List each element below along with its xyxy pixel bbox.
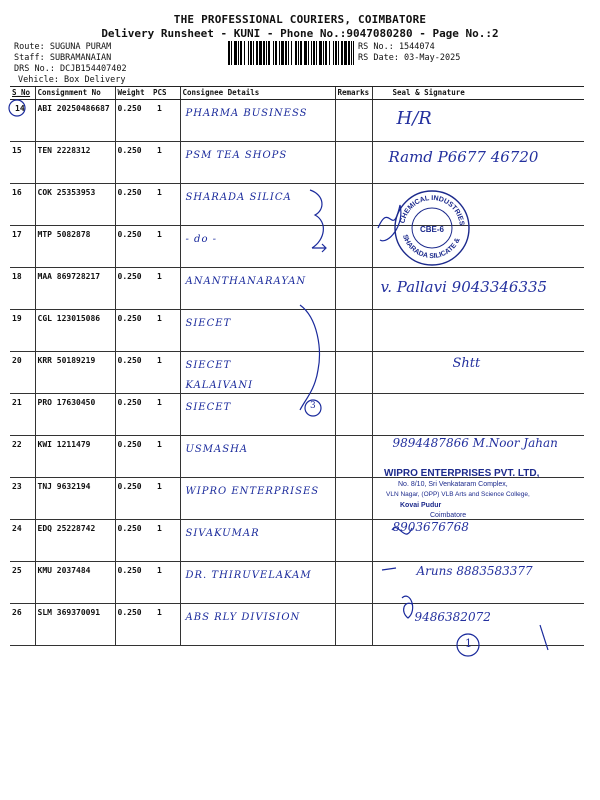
row-remarks — [335, 142, 372, 184]
barcode-bar — [298, 41, 299, 65]
row-weight: 0.250 — [115, 226, 151, 268]
row-remarks — [335, 310, 372, 352]
barcode-bar — [240, 41, 242, 65]
row-pcs: 1 — [151, 394, 180, 436]
barcode-bar — [281, 41, 284, 65]
barcode-bar — [259, 41, 262, 65]
table-row — [10, 310, 584, 352]
row-weight: 0.250 — [115, 352, 151, 394]
row-pcs: 1 — [151, 100, 180, 142]
row-signature — [372, 268, 584, 310]
barcode-bar — [313, 41, 315, 65]
row-consignee — [180, 394, 335, 436]
col-sno: S_No — [10, 87, 35, 100]
barcode-bar — [325, 41, 327, 65]
barcode-bar — [348, 41, 350, 65]
consignee-handwriting: PHARMA BUSINESS — [185, 108, 308, 119]
barcode-bar — [248, 41, 249, 65]
company-seal — [392, 188, 472, 268]
row-pcs: 1 — [151, 478, 180, 520]
company-title: THE PROFESSIONAL COURIERS, COIMBATORE — [173, 13, 427, 26]
row-pcs: 1 — [151, 436, 180, 478]
table-row — [10, 268, 584, 310]
barcode-bar — [253, 41, 254, 65]
row-consignment-no: SLM 369370091 — [35, 604, 115, 646]
row-consignee — [180, 478, 335, 520]
route-label: Route: SUGUNA PURAM — [14, 42, 112, 52]
row-remarks — [335, 436, 372, 478]
row-weight: 0.250 — [115, 520, 151, 562]
row-consignment-no: EDQ 25228742 — [35, 520, 115, 562]
table-row — [10, 184, 584, 226]
barcode-bar — [311, 41, 312, 65]
barcode-bar — [351, 41, 352, 65]
barcode-bar — [341, 41, 343, 65]
row-weight: 0.250 — [115, 268, 151, 310]
row-consignee — [180, 184, 335, 226]
col-seal-signature: Seal & Signature — [372, 87, 584, 100]
row-consignment-no: KWI 1211479 — [35, 436, 115, 478]
barcode-bar — [300, 41, 302, 65]
row-consignee — [180, 352, 335, 394]
row-signature — [372, 520, 584, 562]
signature-handwriting: 9486382072 — [414, 610, 491, 624]
stamp-line5: Coimbatore — [430, 512, 467, 519]
runsheet-title: Delivery Runsheet - KUNI - Phone No.:9047080280 - Page No.:2 — [101, 27, 499, 40]
row-sno: 22 — [10, 436, 35, 478]
row-pcs: 1 — [151, 142, 180, 184]
row-weight: 0.250 — [115, 436, 151, 478]
consignee-handwriting: - do - — [185, 234, 218, 245]
barcode-bar — [263, 41, 265, 65]
row-signature — [372, 394, 584, 436]
signature-handwriting: Ramd P6677 46720 — [388, 148, 539, 166]
barcode-bar — [344, 41, 347, 65]
barcode-bar — [335, 41, 337, 65]
circled-number-3: 3 — [310, 401, 316, 411]
barcode-bar — [295, 41, 297, 65]
row-consignee — [180, 268, 335, 310]
row-remarks — [335, 394, 372, 436]
row-consignment-no: CGL 123015086 — [35, 310, 115, 352]
signature-handwriting: H/R — [396, 108, 432, 129]
barcode-bar — [238, 41, 239, 65]
row-weight: 0.250 — [115, 310, 151, 352]
rs-date: RS Date: 03-May-2025 — [358, 53, 461, 63]
col-remarks: Remarks — [335, 87, 372, 100]
barcode-bar — [273, 41, 274, 65]
seal-text-top: CHEMICAL INDUSTRIES — [399, 194, 465, 227]
row-consignee — [180, 226, 335, 268]
row-pcs: 1 — [151, 520, 180, 562]
signature-handwriting: Aruns 8883583377 — [416, 564, 533, 578]
row-consignment-no: TNJ 9632194 — [35, 478, 115, 520]
row-sno: 21 — [10, 394, 35, 436]
col-consignee: Consignee Details — [180, 87, 335, 100]
consignee-handwriting: SIECET — [185, 402, 232, 413]
barcode-bar — [244, 41, 245, 65]
signature-handwriting: 9894487866 M.Noor Jahan — [392, 436, 558, 450]
signature-handwriting: Shtt — [452, 356, 481, 371]
row-consignment-no: PRO 17630450 — [35, 394, 115, 436]
barcode-bar — [291, 41, 292, 65]
stamp-line3: VLN Nagar, (OPP) VLB Arts and Science College, — [386, 491, 530, 498]
row-consignment-no: ABI 20250486687 — [35, 100, 115, 142]
barcode-bar — [304, 41, 307, 65]
row-pcs: 1 — [151, 604, 180, 646]
row-weight: 0.250 — [115, 184, 151, 226]
table-row — [10, 226, 584, 268]
barcode-bar — [250, 41, 252, 65]
row-weight: 0.250 — [115, 394, 151, 436]
seal-center: CBE-6 — [419, 225, 445, 234]
barcode-bar — [228, 41, 230, 65]
table-row — [10, 100, 584, 142]
row-pcs: 1 — [151, 352, 180, 394]
row-remarks — [335, 562, 372, 604]
row-signature — [372, 100, 584, 142]
barcode-bar — [275, 41, 277, 65]
row-remarks — [335, 352, 372, 394]
row-consignee — [180, 142, 335, 184]
vehicle-label: Vehicle: Box Delivery — [18, 75, 126, 85]
row-consignment-no: MTP 5082878 — [35, 226, 115, 268]
barcode-bar — [234, 41, 237, 65]
row-consignee — [180, 100, 335, 142]
signature-handwriting: 8903676768 — [392, 520, 469, 534]
consignee-handwriting-2: KALAIVANI — [185, 380, 254, 391]
row-signature — [372, 310, 584, 352]
stamp-line4: Kovai Pudur — [400, 502, 442, 509]
row-pcs: 1 — [151, 310, 180, 352]
table-header-row — [10, 87, 584, 100]
consignee-handwriting: ABS RLY DIVISION — [185, 612, 301, 623]
row-remarks — [335, 100, 372, 142]
barcode-bar — [308, 41, 309, 65]
row-weight: 0.250 — [115, 478, 151, 520]
row-remarks — [335, 478, 372, 520]
row-sno: 18 — [10, 268, 35, 310]
consignee-handwriting: DR. THIRUVELAKAM — [185, 570, 312, 581]
row-sno: 15 — [10, 142, 35, 184]
row-signature — [372, 352, 584, 394]
row-sno: 25 — [10, 562, 35, 604]
stamp-line2: No. 8/10, Sri Venkataram Complex, — [398, 481, 508, 488]
row-weight: 0.250 — [115, 100, 151, 142]
barcode-bar — [329, 41, 330, 65]
consignee-handwriting: SHARADA SILICA — [185, 192, 292, 203]
barcode-bar — [353, 41, 354, 65]
staff-label: Staff: SUBRAMANAIAN — [14, 53, 112, 63]
table-row — [10, 520, 584, 562]
row-consignment-no: MAA 869728217 — [35, 268, 115, 310]
row-consignment-no: KRR 50189219 — [35, 352, 115, 394]
row-sno: 20 — [10, 352, 35, 394]
row-pcs: 1 — [151, 562, 180, 604]
consignee-handwriting: SIECET — [185, 318, 232, 329]
row-sno: 24 — [10, 520, 35, 562]
row-weight: 0.250 — [115, 142, 151, 184]
consignee-handwriting: WIPRO ENTERPRISES — [185, 486, 320, 497]
row-consignee — [180, 310, 335, 352]
row-remarks — [335, 520, 372, 562]
row-weight: 0.250 — [115, 562, 151, 604]
row-remarks — [335, 184, 372, 226]
row-remarks — [335, 604, 372, 646]
row-remarks — [335, 268, 372, 310]
barcode — [228, 41, 354, 65]
runsheet-table — [10, 86, 584, 646]
table-row — [10, 142, 584, 184]
table-row — [10, 604, 584, 646]
barcode-bar — [231, 41, 232, 65]
row-consignee — [180, 436, 335, 478]
row-consignee — [180, 562, 335, 604]
seal-text-bottom: SHARADA SILICATE & — [400, 233, 462, 261]
svg-text:SHARADA SILICATE & — [401, 234, 462, 260]
row-remarks — [335, 226, 372, 268]
row-weight: 0.250 — [115, 604, 151, 646]
row-consignee — [180, 520, 335, 562]
consignee-handwriting: ANANTHANARAYAN — [185, 276, 307, 287]
barcode-bar — [256, 41, 258, 65]
consignee-handwriting: PSM TEA SHOPS — [185, 150, 288, 161]
barcode-bar — [338, 41, 339, 65]
table-row — [10, 352, 584, 394]
barcode-bar — [279, 41, 280, 65]
row-signature — [372, 562, 584, 604]
barcode-bar — [285, 41, 287, 65]
consignee-handwriting: SIVAKUMAR — [185, 528, 260, 539]
table-row — [10, 562, 584, 604]
col-consignment: Consignment No — [35, 87, 115, 100]
rs-number: RS No.: 1544074 — [358, 42, 435, 52]
consignee-handwriting: USMASHA — [185, 444, 249, 455]
consignee-handwriting: SIECET — [185, 360, 232, 371]
row-pcs: 1 — [151, 268, 180, 310]
barcode-bar — [288, 41, 289, 65]
barcode-bar — [319, 41, 322, 65]
barcode-bar — [268, 41, 270, 65]
stamp-line1: WIPRO ENTERPRISES PVT. LTD, — [384, 468, 540, 479]
row-sno: 19 — [10, 310, 35, 352]
signature-handwriting: v. Pallavi 9043346335 — [380, 278, 548, 296]
row-pcs: 1 — [151, 226, 180, 268]
row-signature — [372, 604, 584, 646]
row-consignment-no: TEN 2228312 — [35, 142, 115, 184]
row-signature — [372, 142, 584, 184]
circled-number-1: 1 — [465, 637, 472, 650]
row-consignment-no: COK 25353953 — [35, 184, 115, 226]
row-sno: 26 — [10, 604, 35, 646]
drs-label: DRS No.: DCJB154407402 — [14, 64, 127, 74]
col-weight: Weight — [115, 87, 151, 100]
barcode-bar — [266, 41, 267, 65]
barcode-bar — [323, 41, 324, 65]
barcode-bar — [333, 41, 334, 65]
col-pcs: PCS — [151, 87, 180, 100]
table-row — [10, 394, 584, 436]
barcode-bar — [316, 41, 317, 65]
row-consignment-no: KMU 2037484 — [35, 562, 115, 604]
row-sno: 23 — [10, 478, 35, 520]
row-consignee — [180, 604, 335, 646]
row-sno: 17 — [10, 226, 35, 268]
row-sno: 14 — [10, 100, 35, 142]
row-sno: 16 — [10, 184, 35, 226]
row-pcs: 1 — [151, 184, 180, 226]
